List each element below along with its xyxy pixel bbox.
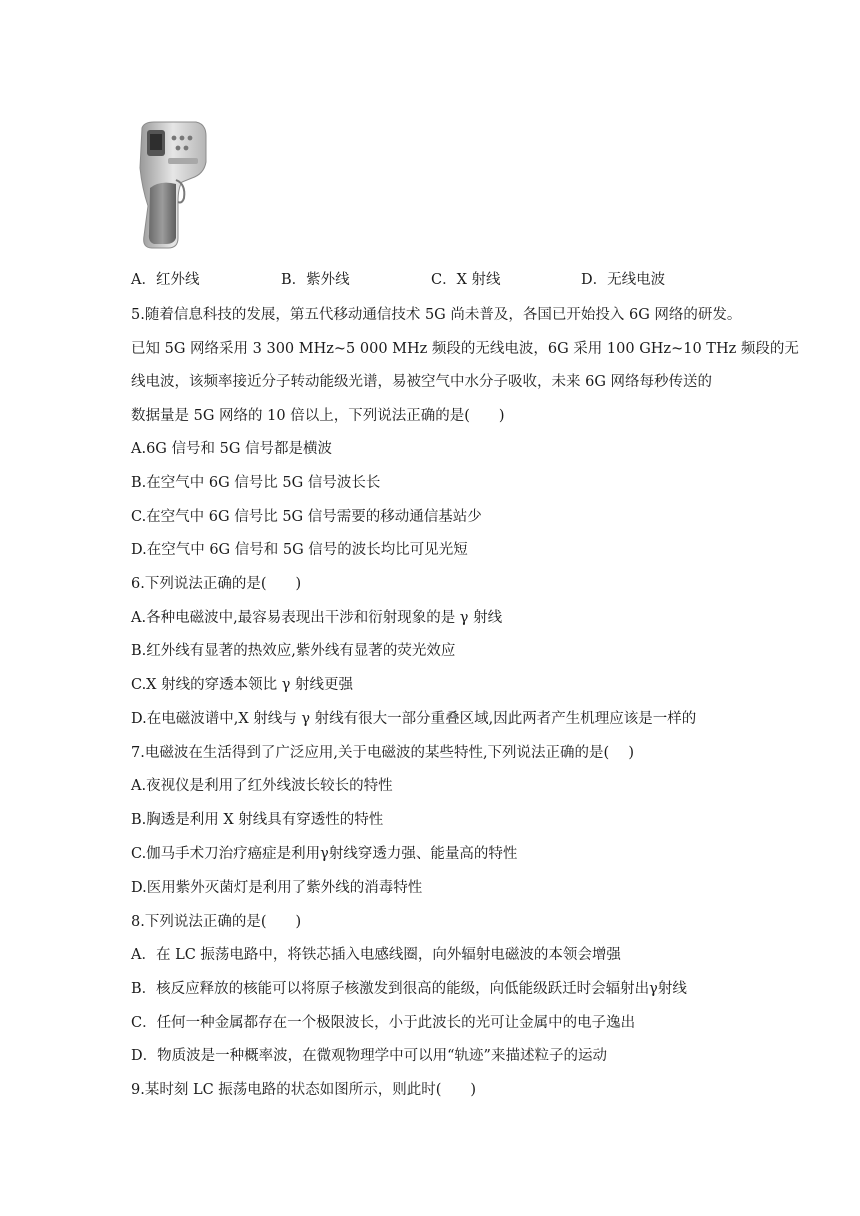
q4-option-c: C．X 射线 xyxy=(431,272,501,288)
q8-stem: 8.下列说法正确的是( ) xyxy=(131,914,302,930)
q5-option-a: A.6G 信号和 5G 信号都是横波 xyxy=(131,441,333,457)
q4-option-a: A．红外线 xyxy=(131,272,200,288)
q5-option-b: B.在空气中 6G 信号比 5G 信号波长长 xyxy=(131,475,381,491)
q4-option-d: D．无线电波 xyxy=(581,272,666,288)
q8-option-d: D．物质波是一种概率波，在微观物理学中可以用“轨迹”来描述粒子的运动 xyxy=(131,1048,607,1064)
q9-stem: 9.某时刻 LC 振荡电路的状态如图所示，则此时( ) xyxy=(131,1082,477,1098)
q6-option-d: D.在电磁波谱中,X 射线与 γ 射线有很大一部分重叠区域,因此两者产生机理应该是一样的 xyxy=(131,711,697,727)
q4-option-b: B．紫外线 xyxy=(281,272,350,288)
q7-option-a: A.夜视仪是利用了红外线波长较长的特性 xyxy=(131,778,393,794)
q5-stem-line-2: 已知 5G 网络采用 3 300 MHz~5 000 MHz 频段的无线电波，6G 采用 100 GHz~10 THz 频段的无 xyxy=(131,341,799,357)
q5-stem-line-3: 线电波，该频率接近分子转动能级光谱，易被空气中水分子吸收，未来 6G 网络每秒传送的 xyxy=(131,374,713,390)
q8-option-b: B．核反应释放的核能可以将原子核激发到很高的能级，向低能级跃迁时会辐射出γ射线 xyxy=(131,981,687,997)
q5-stem-line-1: 5.随着信息科技的发展，第五代移动通信技术 5G 尚未普及，各国已开始投入 6G 网络的研发。 xyxy=(131,307,742,323)
q8-option-a: A．在 LC 振荡电路中，将铁芯插入电感线圈，向外辐射电磁波的本领会增强 xyxy=(131,947,621,963)
q7-stem: 7.电磁波在生活得到了广泛应用,关于电磁波的某些特性,下列说法正确的是( ) xyxy=(131,745,634,761)
thermometer-image xyxy=(130,118,214,252)
q5-option-c: C.在空气中 6G 信号比 5G 信号需要的移动通信基站少 xyxy=(131,509,482,525)
q6-option-c: C.X 射线的穿透本领比 γ 射线更强 xyxy=(131,677,354,693)
q7-option-c: C.伽马手术刀治疗癌症是利用γ射线穿透力强、能量高的特性 xyxy=(131,846,518,862)
q7-option-d: D.医用紫外灭菌灯是利用了紫外线的消毒特性 xyxy=(131,880,423,896)
q5-option-d: D.在空气中 6G 信号和 5G 信号的波长均比可见光短 xyxy=(131,542,468,558)
q5-stem-line-4: 数据量是 5G 网络的 10 倍以上，下列说法正确的是( ) xyxy=(131,408,505,424)
q8-option-c: C．任何一种金属都存在一个极限波长，小于此波长的光可让金属中的电子逸出 xyxy=(131,1015,636,1031)
q6-option-a: A.各种电磁波中,最容易表现出干涉和衍射现象的是 γ 射线 xyxy=(131,610,503,626)
q6-stem: 6.下列说法正确的是( ) xyxy=(131,576,302,592)
q6-option-b: B.红外线有显著的热效应,紫外线有显著的荧光效应 xyxy=(131,643,456,659)
q7-option-b: B.胸透是利用 X 射线具有穿透性的特性 xyxy=(131,812,384,828)
